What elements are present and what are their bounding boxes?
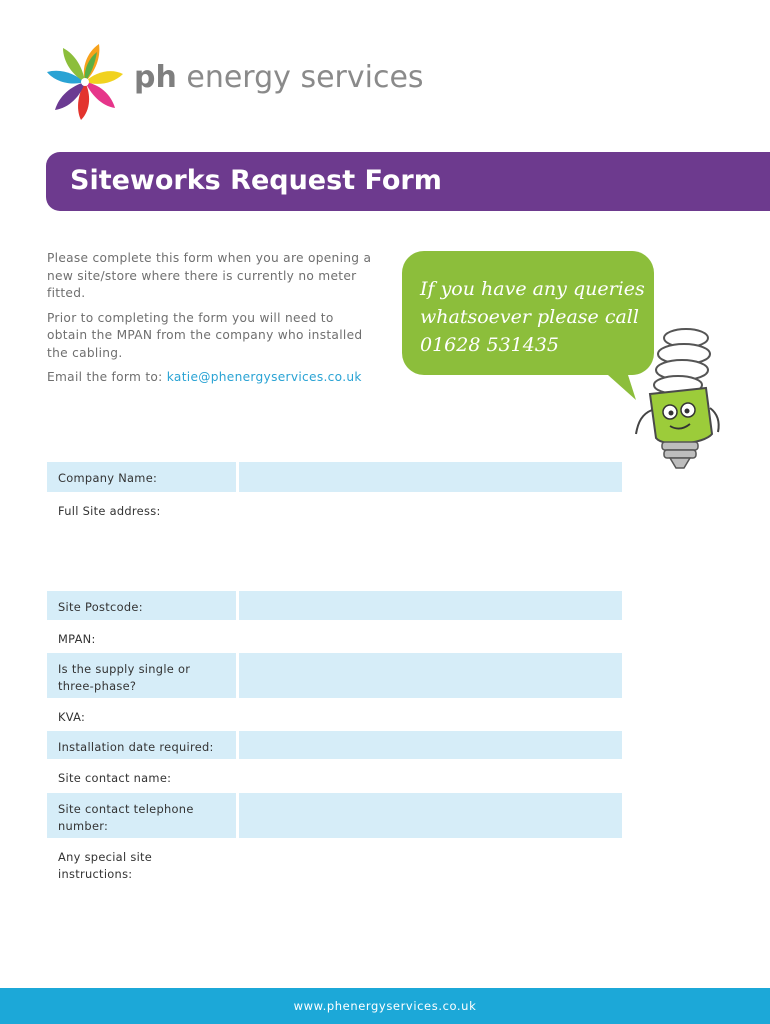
footer-bar — [0, 988, 770, 1024]
field-label: Site Postcode: — [58, 600, 143, 614]
field-label: Installation date required: — [58, 740, 214, 754]
email-link[interactable]: katie@phenergyservices.co.uk — [166, 370, 362, 384]
installation-date-field[interactable] — [236, 731, 622, 759]
mpan-field[interactable] — [236, 623, 622, 650]
callout-text — [420, 275, 650, 359]
full-site-address-field[interactable] — [236, 495, 622, 588]
form-row-site-contact-name — [47, 762, 622, 793]
callout-line-1: If you have any queries — [420, 278, 645, 300]
page-title: Siteworks Request Form — [70, 165, 442, 196]
company-name-field[interactable] — [236, 462, 622, 492]
form-row-site-contact-telephone — [47, 793, 622, 841]
form-row-supply-phase — [47, 653, 622, 701]
site-contact-name-field[interactable] — [236, 762, 622, 790]
brand-name-rest: energy services — [176, 60, 424, 95]
callout-phone[interactable]: 01628 531435 — [420, 334, 560, 356]
callout-line-2: whatsoever please call — [420, 306, 639, 328]
form-row-company-name — [47, 462, 622, 495]
form-row-kva — [47, 701, 622, 731]
form-row-installation-date — [47, 731, 622, 762]
supply-phase-field[interactable] — [236, 653, 622, 698]
intro-text — [47, 250, 377, 394]
field-label: Company Name: — [58, 471, 158, 485]
field-label: Any special site instructions: — [58, 850, 153, 881]
field-label: Site contact name: — [58, 771, 172, 785]
brand-logo — [44, 42, 424, 122]
intro-email-line — [47, 369, 377, 387]
form-row-site-postcode — [47, 591, 622, 623]
site-contact-telephone-field[interactable] — [236, 793, 622, 838]
field-label: Is the supply single or three-phase? — [58, 662, 191, 693]
lightbulb-mascot-icon — [624, 322, 734, 472]
field-label: Full Site address: — [58, 504, 161, 518]
intro-paragraph-2: Prior to completing the form you will need to obtain the MPAN from the company who installed the cabling. — [47, 310, 363, 360]
form-row-full-site-address — [47, 495, 622, 591]
brand-name-bold: ph — [134, 60, 177, 95]
speech-bubble — [402, 251, 654, 375]
footer-url[interactable]: www.phenergyservices.co.uk — [293, 999, 477, 1013]
title-banner — [46, 152, 770, 211]
field-label: MPAN: — [58, 632, 96, 646]
email-prefix: Email the form to: — [47, 370, 167, 384]
special-instructions-field[interactable] — [236, 841, 622, 938]
field-label: KVA: — [58, 710, 86, 724]
form-row-special-instructions — [47, 841, 622, 941]
intro-paragraph-1: Please complete this form when you are opening a new site/store where there is currently no meter fitted. — [47, 251, 372, 300]
kva-field[interactable] — [236, 701, 622, 728]
siteworks-form — [47, 462, 622, 941]
pinwheel-logo-icon — [44, 42, 126, 122]
brand-name — [134, 60, 424, 95]
form-row-mpan — [47, 623, 622, 653]
site-postcode-field[interactable] — [236, 591, 622, 620]
field-label: Site contact telephone number: — [58, 802, 194, 833]
